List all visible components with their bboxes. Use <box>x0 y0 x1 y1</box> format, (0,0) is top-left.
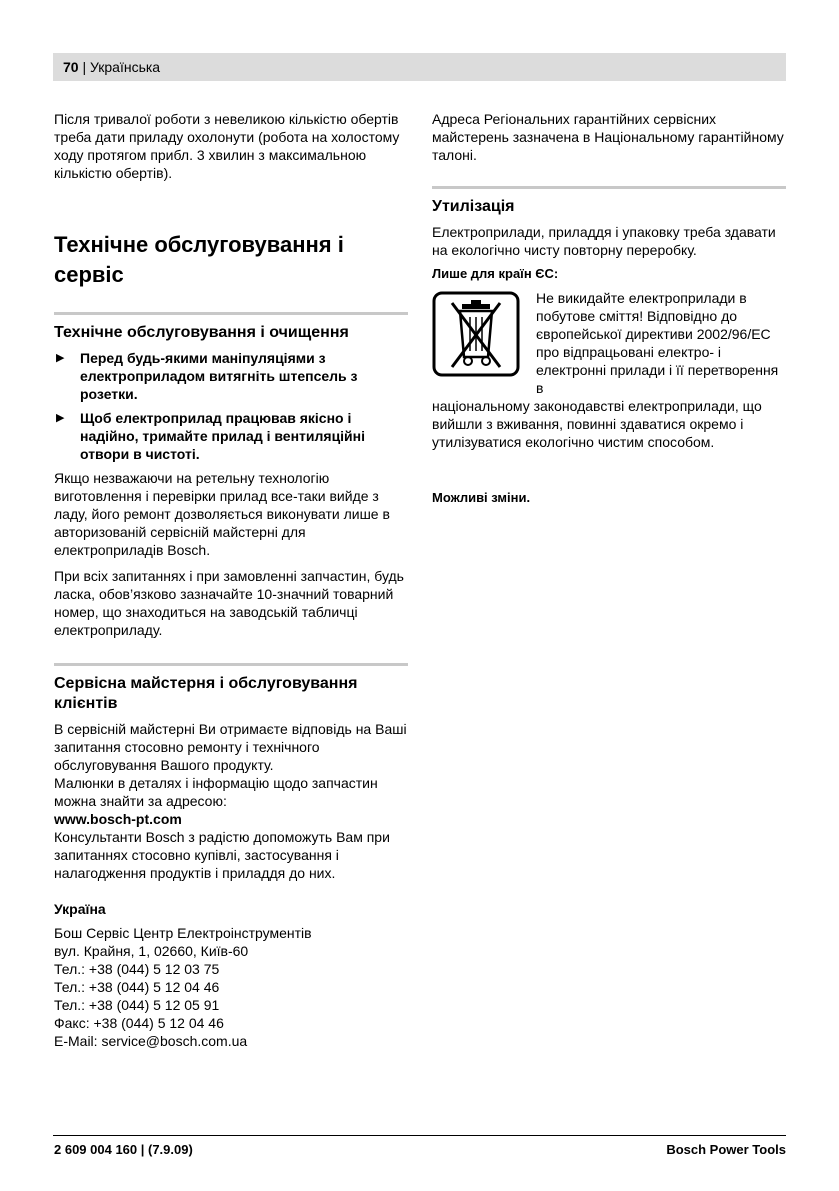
triangle-bullet-icon: ▶ <box>56 352 65 364</box>
weee-notice-continued: національному законодавстві електроприлади, що вийшли з вживання, повинні здаватися окремо і утилізуватися екологічно чистим способом. <box>432 398 762 450</box>
maintenance-title: Технічне обслуговування і очищення <box>54 324 349 341</box>
changes-note: Можливі зміни. <box>432 490 531 505</box>
footer-brand: Bosch Power Tools <box>666 1142 786 1157</box>
address-line: Бош Сервіс Центр Електроінструментів <box>54 925 312 941</box>
phone-line: Тел.: +38 (044) 5 12 05 91 <box>54 997 220 1013</box>
disposal-paragraph: Електроприлади, приладдя і упаковку треба здавати на екологічно чисту повторну переробку. <box>432 224 776 258</box>
crossed-out-bin-icon <box>432 291 520 377</box>
ukraine-title: Україна <box>54 901 106 917</box>
address-note-paragraph: Адреса Регіональних гарантійних сервісних майстерень зазначена в Національному гарантійному талоні. <box>432 111 784 163</box>
footer-divider <box>53 1135 786 1136</box>
right-column <box>432 110 786 507</box>
address-line: вул. Крайня, 1, 02660, Київ-60 <box>54 943 249 959</box>
fax-line: Факс: +38 (044) 5 12 04 46 <box>54 1015 224 1031</box>
service-title: Сервісна майстерня і обслуговування клієнтів <box>54 675 358 712</box>
footer-doc-number: 2 609 004 160 | (7.9.09) <box>54 1142 193 1157</box>
left-column <box>54 110 408 1050</box>
intro-paragraph: Після тривалої роботи з невеликою кількістю обертів треба дати приладу охолонути (робота на холостому ходу протягом прибл. 3 хвилин з максимальною кількістю обертів). <box>54 111 400 181</box>
consultants-paragraph: Консультанти Bosch з радістю допоможуть Вам при запитаннях стосовно купівлі, застосування і налагодження продуктів і приладдя до них. <box>54 829 390 881</box>
bullet-item: ▶ Щоб електроприлад працював якісно і надійно, тримайте прилад і вентиляційні отвори в чистоті. <box>56 410 366 462</box>
maintenance-bullets <box>54 349 408 463</box>
eu-label: Лише для країн ЄС: <box>432 266 559 281</box>
bosch-url-link[interactable]: www.bosch-pt.com <box>54 811 182 827</box>
maintenance-section <box>54 312 408 639</box>
email-line: E-Mail: service@bosch.com.ua <box>54 1033 248 1049</box>
repair-paragraph: Якщо незважаючи на ретельну технологію виготовлення і перевірки прилад все-таки вийде з ладу, його ремонт дозволяється виконувати лише в авторизованій сервісній майстерні для електроприладів Bosch. <box>54 470 390 558</box>
service-section <box>54 663 408 1050</box>
weee-block <box>432 289 786 397</box>
spare-parts-paragraph: При всіх запитаннях і при замовленні запчастин, будь ласка, обов’язково зазначайте 10-значний товарний номер, що знаходиться на заводській табличці електроприладу. <box>54 568 404 638</box>
page-header <box>53 53 786 81</box>
disposal-section <box>432 186 786 451</box>
drawings-paragraph: Малюнки в деталях і інформацію щодо запчастин можна знайти за адресою: <box>54 775 378 809</box>
weee-notice: Не викидайте електроприлади в побутове сміття! Відповідно до європейської директиви 2002/96/ЕС про відпрацьовані електро- і електронні прилади і її перетворення в <box>536 290 779 396</box>
main-section-title: Технічне обслуговування і сервіс <box>54 232 344 287</box>
page-number: 70 <box>63 59 79 75</box>
phone-line: Тел.: +38 (044) 5 12 04 46 <box>54 979 220 995</box>
triangle-bullet-icon: ▶ <box>56 412 65 424</box>
header-language: Українська <box>90 59 161 75</box>
header-separator: | <box>78 59 90 75</box>
bullet-item: ▶ Перед будь-якими маніпуляціями з електроприладом витягніть штепсель з розетки. <box>56 350 358 402</box>
service-paragraph: В сервісній майстерні Ви отримаєте відповідь на Ваші запитання стосовно ремонту і технічного обслуговування Вашого продукту. <box>54 721 407 773</box>
phone-line: Тел.: +38 (044) 5 12 03 75 <box>54 961 220 977</box>
header-text <box>63 59 160 75</box>
disposal-title: Утилізація <box>432 198 515 215</box>
